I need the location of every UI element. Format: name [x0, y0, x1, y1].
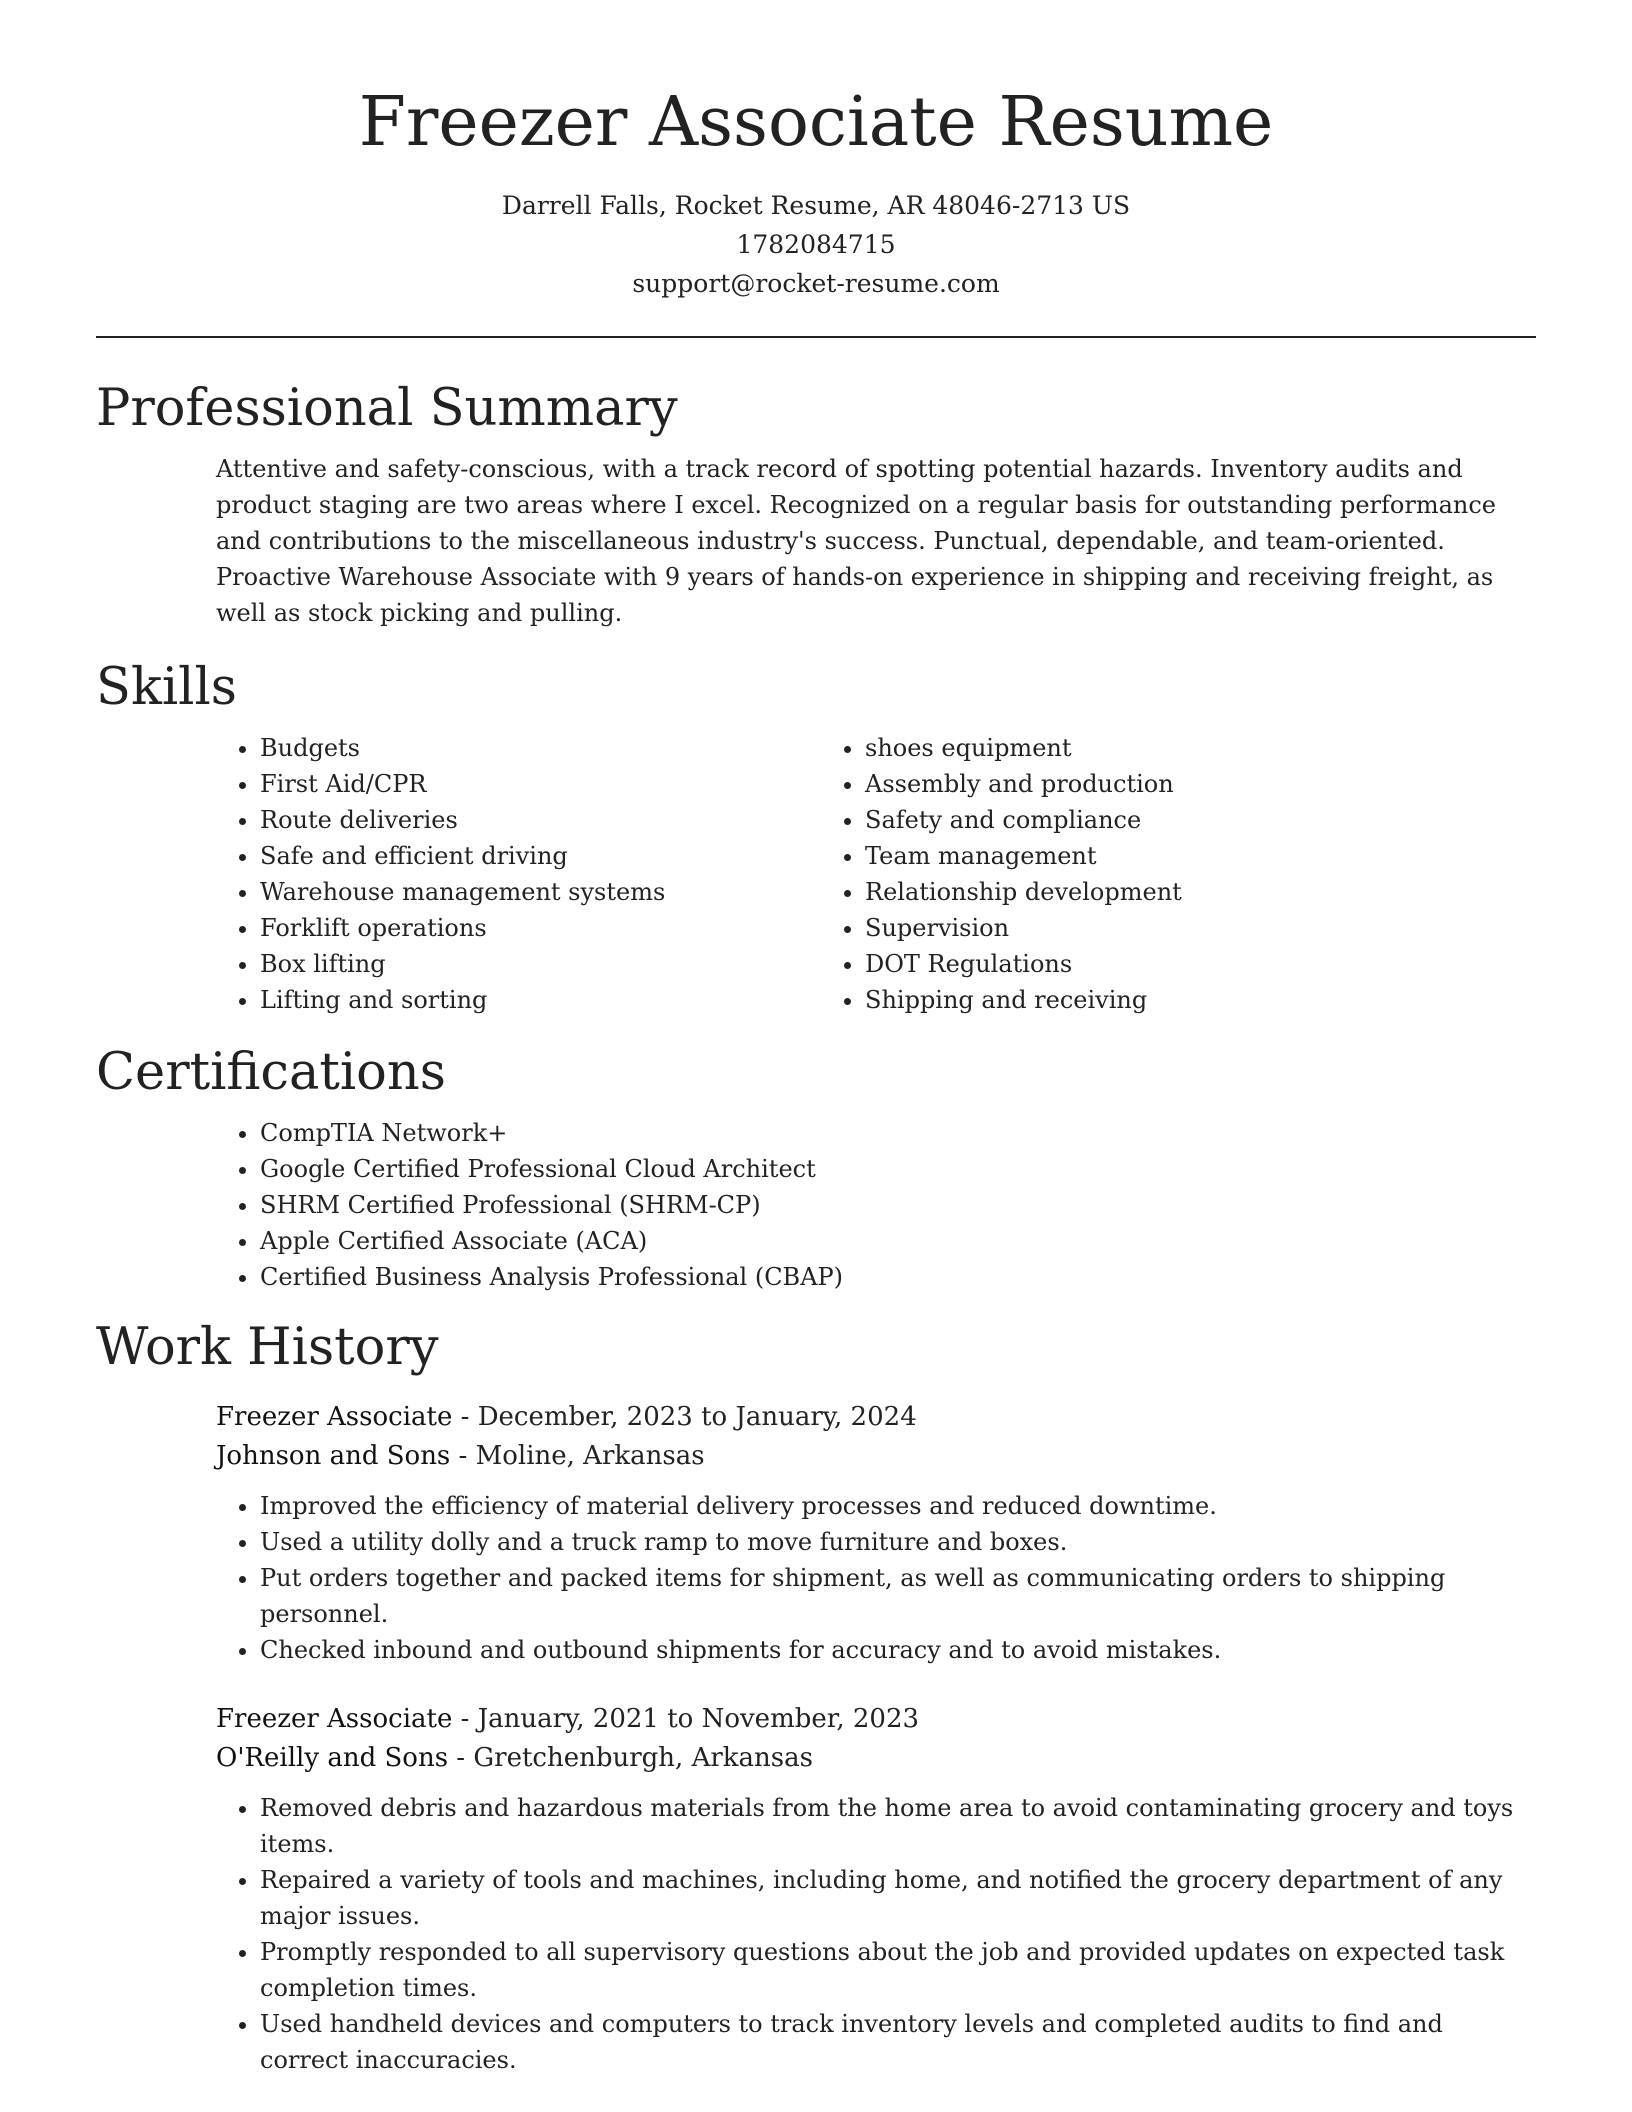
skills-list-right — [821, 730, 1426, 1018]
job-entry — [216, 1700, 1536, 2078]
job-title: Freezer Associate — [216, 1704, 453, 1735]
list-item: • Used a utility dolly and a truck ramp to move furniture and boxes. — [260, 1524, 1536, 1560]
contact-phone: 1782084715 — [736, 229, 896, 259]
separator: - — [450, 1441, 476, 1472]
separator: - — [452, 1402, 478, 1433]
list-item: • Lifting and sorting — [260, 982, 821, 1018]
list-item: • Relationship development — [865, 874, 1426, 910]
list-item: • Checked inbound and outbound shipments for accuracy and to avoid mistakes. — [260, 1632, 1536, 1668]
job-bullets — [216, 1488, 1536, 1668]
job-title-line — [216, 1398, 1536, 1437]
job-company: O'Reilly and Sons — [216, 1743, 449, 1774]
work-history-section — [96, 1317, 1536, 2078]
section-heading-summary: Professional Summary — [96, 378, 678, 438]
list-item: • Repaired a variety of tools and machines, including home, and notified the grocery department of any major issues. — [260, 1862, 1536, 1934]
list-item: • First Aid/CPR — [260, 766, 821, 802]
certifications-list-wrap — [216, 1115, 1536, 1295]
resume-title: Freezer Associate Resume — [358, 83, 1274, 162]
job-title-line — [216, 1700, 1536, 1739]
certifications-list — [216, 1115, 1536, 1295]
header-divider — [96, 336, 1536, 338]
list-item: • Put orders together and packed items for shipment, as well as communicating orders to shipping personnel. — [260, 1560, 1536, 1632]
job-location: Moline, Arkansas — [475, 1441, 705, 1472]
job-entry — [216, 1398, 1536, 1668]
skills-section — [96, 657, 1536, 1018]
list-item: • Assembly and production — [865, 766, 1426, 802]
summary-text: Attentive and safety-conscious, with a track record of spotting potential hazards. Inventory audits and product staging are two areas where I excel. Recognized on a regular basis for outstanding performance and contributions to the miscellaneous industry's success. Punctual, dependable, and team-oriented. Proactive Warehouse Associate with 9 years of hands-on experience in shipping and receiving freight, as well as stock picking and pulling. — [216, 454, 1497, 627]
separator: - — [448, 1743, 474, 1774]
list-item: • Improved the efficiency of material delivery processes and reduced downtime. — [260, 1488, 1536, 1524]
list-item: • Google Certified Professional Cloud Architect — [260, 1151, 1536, 1187]
list-item: • Removed debris and hazardous materials from the home area to avoid contaminating grocery and toys items. — [260, 1790, 1536, 1862]
list-item: • Apple Certified Associate (ACA) — [260, 1223, 1536, 1259]
list-item: • SHRM Certified Professional (SHRM-CP) — [260, 1187, 1536, 1223]
job-company: Johnson and Sons — [216, 1441, 451, 1472]
contact-info — [96, 186, 1536, 303]
list-item: • Box lifting — [260, 946, 821, 982]
list-item: • Certified Business Analysis Professional (CBAP) — [260, 1259, 1536, 1295]
list-item: • shoes equipment — [865, 730, 1426, 766]
list-item: • Route deliveries — [260, 802, 821, 838]
section-heading-work-history: Work History — [96, 1318, 439, 1378]
section-heading-certifications: Certifications — [96, 1042, 446, 1102]
list-item: • Safety and compliance — [865, 802, 1426, 838]
list-item: • Used handheld devices and computers to track inventory levels and completed audits to find and correct inaccuracies. — [260, 2006, 1536, 2078]
job-location: Gretchenburgh, Arkansas — [473, 1743, 813, 1774]
professional-summary-section — [96, 378, 1536, 631]
contact-email: support@rocket-resume.com — [632, 268, 1000, 298]
list-item: • Forklift operations — [260, 910, 821, 946]
separator: - — [452, 1704, 478, 1735]
list-item: • Team management — [865, 838, 1426, 874]
skills-columns — [216, 730, 1536, 1018]
list-item: • Shipping and receiving — [865, 982, 1426, 1018]
certifications-section — [96, 1042, 1536, 1295]
job-company-line — [216, 1739, 1536, 1778]
job-bullets — [216, 1790, 1536, 2078]
contact-address: Darrell Falls, Rocket Resume, AR 48046-2713 US — [501, 190, 1131, 220]
job-dates: December, 2023 to January, 2024 — [477, 1402, 917, 1433]
job-bullets-wrap — [216, 1488, 1536, 1668]
job-bullets-wrap — [216, 1790, 1536, 2078]
list-item: • Promptly responded to all supervisory questions about the job and provided updates on expected task completion times. — [260, 1934, 1536, 2006]
section-heading-skills: Skills — [96, 657, 237, 717]
job-title: Freezer Associate — [216, 1402, 453, 1433]
resume-header — [96, 0, 1536, 303]
list-item: • Budgets — [260, 730, 821, 766]
list-item: • Supervision — [865, 910, 1426, 946]
skills-list-left — [216, 730, 821, 1018]
list-item: • CompTIA Network+ — [260, 1115, 1536, 1151]
job-dates: January, 2021 to November, 2023 — [477, 1704, 920, 1735]
list-item: • Warehouse management systems — [260, 874, 821, 910]
list-item: • Safe and efficient driving — [260, 838, 821, 874]
list-item: • DOT Regulations — [865, 946, 1426, 982]
job-company-line — [216, 1437, 1536, 1476]
